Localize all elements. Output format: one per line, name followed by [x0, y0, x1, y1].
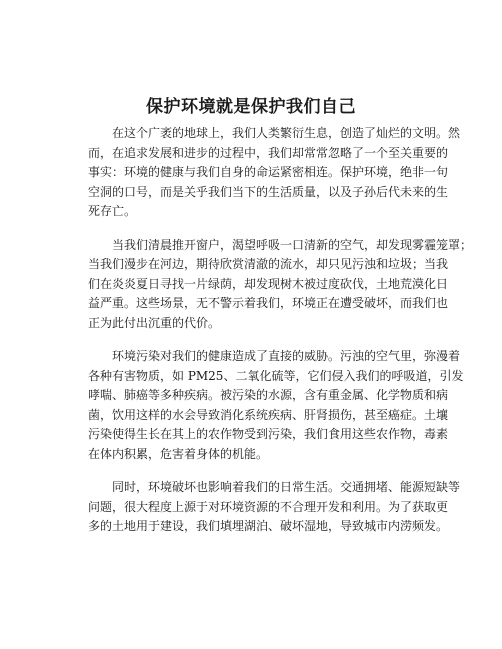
paragraph-line: 死存亡。: [88, 204, 137, 218]
paragraph-line: 空洞的口号，而是关乎我们当下的生活质量，以及子孙后代未来的生: [88, 184, 449, 199]
paragraph-line: 们在炎炎夏日寻找一片绿荫，却发现树木被过度砍伐，土地荒漠化日: [88, 276, 449, 291]
paragraph-line: 正为此付出沉重的代价。: [88, 315, 221, 330]
paragraph-1: [88, 124, 461, 222]
paragraph-line: 在这个广袤的地球上，我们人类繁衍生息，创造了灿烂的文明。然: [112, 126, 461, 140]
document-body: [88, 124, 473, 551]
paragraph-line: 当我们清晨推开窗户，渴望呼吸一口清新的空气，却发现雾霾笼罩；: [112, 237, 473, 252]
paragraph-3: [88, 347, 464, 464]
paragraph-line: 污染使得生长在其上的农作物受到污染，我们食用这些农作物，毒素: [88, 427, 449, 441]
paragraph-line: 菌，饮用这样的水会导致消化系统疾病、肝肾损伤，甚至癌症。土壤: [88, 407, 449, 422]
paragraph-4: [88, 478, 461, 537]
document-title: 保护环境就是保护我们自己: [146, 97, 356, 117]
paragraph-line: 问题，很大程度上源于对环境资源的不合理开发和利用。为了获取更: [88, 499, 449, 514]
paragraph-line: 益严重。这些场景，无不警示着我们，环境正在遭受破坏，而我们也: [88, 296, 449, 310]
paragraph-line: 哮喘、肺癌等多种疾病。被污染的水源，含有重金属、化学物质和病: [88, 388, 449, 402]
paragraph-line: 当我们漫步在河边，期待欣赏清澈的流水，却只见污浊和垃圾；当我: [88, 257, 449, 271]
paragraph-line: 在体内积累，危害着身体的机能。: [88, 446, 269, 461]
paragraph-line: 同时，环境破坏也影响着我们的日常生活。交通拥堵、能源短缺等: [112, 480, 461, 494]
paragraph-line: 事实：环境的健康与我们自身的命运紧密相连。保护环境，绝非一句: [88, 165, 449, 179]
paragraph-line: 环境污染对我们的健康造成了直接的威胁。污浊的空气里，弥漫着: [112, 349, 461, 363]
paragraph-line: 而，在追求发展和进步的过程中，我们却常常忽略了一个至关重要的: [88, 145, 449, 160]
paragraph-2: [88, 236, 473, 334]
paragraph-line: 多的土地用于建设，我们填埋湖泊、破坏湿地，导致城市内涝频发。: [88, 519, 449, 533]
paragraph-line: 各种有害物质，如 PM25、二氧化硫等，它们侵入我们的呼吸道，引发: [88, 368, 464, 383]
